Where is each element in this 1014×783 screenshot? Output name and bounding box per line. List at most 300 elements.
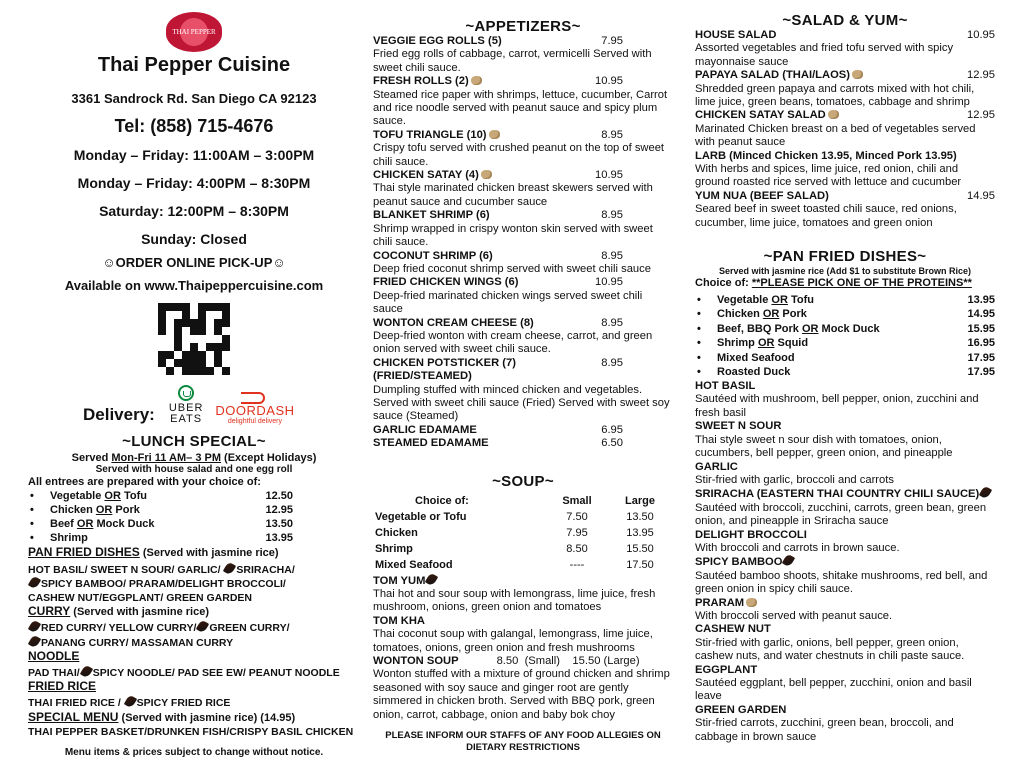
qr-module (166, 351, 174, 359)
qr-module (222, 303, 230, 311)
or-text: OR (104, 490, 121, 503)
menu-item-name (373, 317, 534, 330)
protein-option (28, 503, 293, 517)
qr-module (182, 311, 190, 319)
menu-item-title: COCONUT SHRIMP (6) (373, 249, 493, 262)
menu-item-name (373, 35, 502, 48)
qr-module (206, 359, 214, 367)
qr-module (174, 303, 182, 311)
qr-module (198, 303, 206, 311)
dish-name: GARLIC (695, 460, 738, 473)
menu-item (373, 169, 673, 209)
pan-fried-options: HOT BASIL/ SWEET N SOUR/ GARLIC/ (28, 563, 224, 576)
protein-name (717, 307, 967, 322)
chili-pepper-icon (223, 561, 236, 575)
soup-large-price: 13.95 (626, 526, 654, 539)
protein-text: Beef, BBQ Pork (717, 322, 802, 335)
qr-module (198, 327, 206, 335)
qr-module (190, 367, 198, 375)
choice-prefix: Choice of: (695, 277, 752, 290)
menu-item-title: GARLIC EDAMAME (373, 423, 477, 436)
soup-protein: Vegetable or Tofu (375, 510, 467, 523)
qr-module (182, 327, 190, 335)
menu-item (373, 357, 673, 424)
pan-fried-note: (Served with jasmine rice) (139, 547, 279, 560)
peanut-icon (828, 110, 839, 119)
chili-pepper-icon (782, 554, 795, 568)
dish-name: GREEN GARDEN (695, 703, 787, 716)
dish-description: Sautéed bamboo shoots, shitake mushrooms, red bell, and green onion in spicy chili sauce. (695, 569, 988, 596)
soup-small-price: 8.50 (566, 542, 588, 555)
soup-large-price: 17.50 (626, 558, 654, 571)
protein-text: Pork (115, 504, 140, 517)
dish-description: Stir-fried with garlic, broccoli and carrots (695, 473, 894, 486)
dish-description: Thai style sweet n sour dish with tomatoes, onion, cucumbers, bell pepper, green onion, and pineapple (695, 433, 953, 460)
lunch-note: Served with house salad and one egg roll (95, 464, 293, 475)
menu-item-description: Deep-fried marinated chicken wings served sweet chili sauce (373, 289, 643, 316)
protein-text: Shrimp (50, 532, 88, 545)
or-text: OR (762, 308, 780, 321)
pan-fried-choice-line (695, 277, 995, 290)
soup-large-header: Large (625, 494, 655, 507)
qr-module (166, 311, 174, 319)
doordash-tagline: delightful delivery (227, 418, 282, 425)
protein-name (50, 517, 265, 531)
menu-item-header (695, 69, 995, 82)
menu-item-description: Deep-fried wonton with cream cheese, carrot, and green onion served with sweet chili sauce. (373, 329, 653, 356)
protein-option (695, 322, 995, 337)
tom-yum-name: TOM YUM (373, 574, 426, 587)
chili-pepper-icon (979, 486, 992, 500)
dish-name: HOT BASIL (695, 380, 756, 393)
protein-text: Shrimp (717, 337, 758, 350)
qr-module (198, 343, 206, 351)
bag-icon (178, 385, 194, 401)
menu-item-header (373, 35, 673, 48)
menu-item (373, 129, 673, 169)
protein-text: Chicken (50, 504, 93, 517)
menu-item-title: CHICKEN SATAY (4) (373, 169, 479, 182)
peanut-icon (471, 76, 482, 85)
menu-item-price: 8.95 (601, 249, 623, 262)
menu-item-description: Assorted vegetables and fried tofu served with spicy mayonnaise sauce (695, 42, 954, 68)
qr-module (166, 359, 174, 367)
menu-item-header (373, 437, 673, 450)
qr-module (182, 335, 190, 343)
qr-module (222, 359, 230, 367)
soup-table-header (375, 494, 671, 508)
qr-module (174, 319, 182, 327)
dish-title (695, 487, 995, 501)
delivery-label: Delivery: (83, 405, 155, 424)
qr-module (206, 319, 214, 327)
dish-title (695, 529, 995, 542)
menu-item-title: WONTON CREAM CHEESE (8) (373, 316, 534, 329)
dish-description: Sautéed with broccoli, zucchini, carrots, green bean, green onion, and pineapple in Sriracha sauce (695, 501, 987, 528)
menu-item-price: 10.95 (595, 75, 623, 88)
menu-item-price: 12.95 (967, 109, 995, 122)
protein-price: 13.95 (967, 293, 995, 306)
qr-code[interactable] (158, 303, 230, 375)
curry-options: PANANG CURRY/ MASSAMAN CURRY (41, 636, 234, 649)
menu-item-title: STEAMED EDAMAME (373, 437, 489, 450)
qr-module (174, 327, 182, 335)
info-column (28, 0, 360, 759)
soup-protein: Shrimp (375, 542, 413, 555)
doordash-icon (241, 392, 269, 402)
served-days: Mon-Fri 11 AM– 3 PM (111, 452, 221, 464)
qr-module (214, 359, 222, 367)
qr-module (190, 351, 198, 359)
dish-title (695, 555, 995, 569)
menu-item-description: Seared beef in sweet toasted chili sauce, red onions, cucumber, lime juice, tomatoes and green onion (695, 203, 957, 229)
appetizer-list (373, 35, 673, 451)
logo-text: THAI PEPPER (172, 28, 216, 36)
protein-option (695, 351, 995, 366)
menu-item-header (373, 276, 673, 289)
hours-line: Monday – Friday: 11:00AM – 3:00PM (73, 147, 315, 163)
qr-module (206, 367, 214, 375)
qr-module (214, 367, 222, 375)
protein-name (50, 531, 265, 545)
pan-fried-dish (695, 704, 995, 744)
pan-fried-options: CASHEW NUT/EGGPLANT/ GREEN GARDEN (28, 591, 253, 604)
dish-name: CASHEW NUT (695, 623, 771, 636)
pan-fried-dish (695, 420, 995, 460)
qr-module (190, 303, 198, 311)
dish-title (695, 704, 995, 717)
menu-item (373, 250, 673, 277)
qr-module (222, 343, 230, 351)
qr-module (190, 343, 198, 351)
protein-price: 16.95 (967, 337, 995, 350)
chili-pepper-icon (28, 620, 41, 634)
qr-module (214, 311, 222, 319)
lunch-special-title: ~LUNCH SPECIAL~ (122, 433, 266, 450)
menu-item-price: 8.95 (601, 316, 623, 329)
qr-module (206, 335, 214, 343)
phone-number: Tel: (858) 715-4676 (114, 116, 274, 136)
soup-choice-label: Choice of: (415, 494, 469, 507)
menu-item-price: 7.95 (601, 35, 623, 47)
menu-item-title: PAPAYA SALAD (THAI/LAOS) (695, 69, 850, 82)
qr-module (182, 367, 190, 375)
dish-name: EGGPLANT (695, 663, 758, 676)
salad-pan-fried-column (695, 0, 995, 744)
qr-module (206, 351, 214, 359)
menu-item-header (695, 150, 995, 163)
protein-text: Chicken (717, 308, 763, 321)
qr-module (222, 319, 230, 327)
pan-fried-dish (695, 529, 995, 556)
soup-small-price: ---- (569, 558, 585, 571)
qr-module (174, 359, 182, 367)
menu-item-name (373, 276, 518, 289)
soup-small-header: Small (562, 494, 592, 507)
hours-line: Saturday: 12:00PM – 8:30PM (99, 203, 289, 219)
hours-line: Sunday: Closed (141, 231, 247, 247)
chili-pepper-icon (28, 576, 41, 590)
appetizers-title: ~APPETIZERS~ (465, 18, 581, 35)
qr-module (158, 367, 166, 375)
protein-option (695, 365, 995, 380)
menu-item-price: 10.95 (595, 169, 623, 182)
menu-item-description: Steamed rice paper with shrimps, lettuce, cucumber, Carrot and rice noodle served with peanut sauce and spicy plum sauce. (373, 88, 668, 128)
menu-item (695, 69, 995, 109)
dish-name: SRIRACHA (EASTERN THAI COUNTRY CHILI SAUCE) (695, 488, 980, 501)
protein-name (50, 489, 265, 503)
soup-row (375, 558, 671, 572)
menu-item (373, 424, 673, 437)
protein-option (695, 307, 995, 322)
allergy-notice: PLEASE INFORM OUR STAFFS OF ANY FOOD ALLEGIES ON DIETARY RESTRICTIONS (385, 730, 661, 754)
menu-item-description: Thai style marinated chicken breast skewers served with peanut sauce and cucumber sauce (373, 182, 653, 208)
lunch-pan-fried (28, 546, 360, 759)
or-text: OR (801, 322, 819, 335)
dish-description: With broccoli and carrots in brown sauce. (695, 541, 900, 554)
tom-yum-description: Thai hot and sour soup with lemongrass, lime juice, fresh mushroom, onions, green onion and tomatoes (373, 588, 656, 614)
uber-eats-logo[interactable] (169, 385, 204, 425)
menu-item-name (373, 129, 500, 142)
protein-name (717, 336, 967, 351)
dish-name: SWEET N SOUR (695, 420, 782, 433)
qr-module (190, 327, 198, 335)
protein-option (695, 293, 995, 308)
protein-option (28, 531, 293, 545)
menu-item-price: 6.95 (601, 423, 623, 436)
qr-module (198, 311, 206, 319)
menu-item-name (373, 424, 477, 437)
menu-item-title: YUM NUA (BEEF SALAD) (695, 189, 829, 202)
lunch-special-section (28, 433, 360, 759)
noodle-options: SPICY NOODLE/ PAD SEE EW/ PEANUT NOODLE (92, 666, 340, 679)
protein-text: Tofu (787, 293, 814, 306)
menu-item-price: 10.95 (595, 276, 623, 289)
choice-note: **PLEASE PICK ONE OF THE PROTEINS** (751, 277, 972, 290)
menu-item-price: 8.95 (601, 209, 623, 222)
doordash-logo[interactable] (215, 392, 294, 425)
qr-module (222, 311, 230, 319)
menu-item-header (695, 109, 995, 122)
protein-text: Beef (50, 518, 74, 531)
qr-module (222, 351, 230, 359)
or-text: OR (95, 504, 113, 517)
qr-module (214, 319, 222, 327)
menu-item-title: FRIED CHICKEN WINGS (6) (373, 276, 519, 289)
dish-title (695, 597, 995, 610)
chili-pepper-icon (196, 620, 209, 634)
protein-price: 12.95 (265, 504, 293, 517)
qr-module (214, 303, 222, 311)
menu-item-header (373, 357, 673, 384)
curry-options: RED CURRY/ YELLOW CURRY/ (41, 622, 197, 635)
pan-fried-options: SPICY BAMBOO/ PRARAM/DELIGHT BROCCOLI/ (41, 578, 286, 591)
menu-item (695, 150, 995, 190)
qr-module (198, 319, 206, 327)
qr-module (158, 351, 166, 359)
pan-fried-dish (695, 555, 995, 596)
order-online (28, 255, 360, 293)
menu-item-title: CHICKEN SATAY SALAD (695, 109, 826, 122)
protein-name (717, 322, 967, 337)
salad-list (695, 29, 995, 230)
chili-pepper-icon (124, 695, 137, 709)
wonton-soup-name: WONTON SOUP (373, 655, 459, 668)
qr-module (214, 335, 222, 343)
menu-item (373, 209, 673, 249)
menu-item-name (695, 29, 776, 42)
qr-module (214, 343, 222, 351)
qr-module (166, 319, 174, 327)
qr-module (206, 343, 214, 351)
qr-module (182, 319, 190, 327)
served-suffix: (Except Holidays) (221, 452, 317, 464)
uber-eats-text: UBER (168, 402, 204, 414)
protein-text: Vegetable (717, 293, 772, 306)
qr-module (174, 343, 182, 351)
protein-price: 17.95 (967, 351, 995, 364)
dish-title (695, 623, 995, 636)
restaurant-logo (166, 12, 222, 52)
pan-fried-dish (695, 664, 995, 704)
pan-fried-heading: PAN FRIED DISHES (28, 545, 140, 560)
protein-name (50, 503, 265, 517)
pan-fried-dish (695, 380, 995, 420)
menu-item-name (373, 250, 493, 263)
qr-module (166, 343, 174, 351)
soup-row (375, 526, 671, 540)
restaurant-name: Thai Pepper Cuisine (97, 54, 291, 76)
pan-fried-rice-note: Served with jasmine rice (Add $1 to substitute Brown Rice) (718, 266, 972, 277)
peanut-icon (481, 170, 492, 179)
curry-heading: CURRY (28, 604, 71, 619)
menu-item-name (373, 437, 489, 450)
pan-fried-protein-list (695, 293, 995, 381)
menu-item-name (373, 357, 593, 384)
price-disclaimer: Menu items & prices subject to change without notice. (64, 746, 324, 758)
dish-description: With broccoli served with peanut sauce. (695, 609, 893, 622)
qr-module (206, 311, 214, 319)
opening-hours (28, 147, 360, 247)
chili-pepper-icon (80, 664, 93, 678)
appetizers-soup-column (373, 0, 673, 754)
protein-text: Mixed Seafood (717, 351, 795, 364)
tom-kha-title: TOM KHA (373, 614, 425, 627)
protein-option (28, 517, 293, 531)
website-link[interactable]: Available on www.Thaipeppercuisine.com (64, 278, 324, 293)
special-menu-heading: SPECIAL MENU (28, 709, 119, 724)
qr-module (158, 335, 166, 343)
menu-item-description: Dumpling stuffed with minced chicken and vegetables. Served with sweet chili sauce (Fried) Served with sweet soy sauce (Steamed) (373, 383, 670, 423)
protein-name (717, 293, 967, 308)
qr-module (166, 303, 174, 311)
qr-module (158, 319, 166, 327)
dish-title (695, 461, 995, 474)
qr-module (158, 359, 166, 367)
fried-rice-options: THAI FRIED RICE / (28, 697, 124, 710)
soup-row (375, 510, 671, 524)
pan-fried-dish (695, 487, 995, 528)
qr-module (182, 343, 190, 351)
dish-title (695, 380, 995, 393)
menu-item-header (373, 169, 673, 182)
dish-description: Sautéed eggplant, bell pepper, zucchini, onion and basil leave (695, 677, 972, 703)
menu-item-description: Crispy tofu served with crushed peanut on the top of sweet chili sauce. (373, 142, 665, 168)
protein-text: Squid (774, 337, 809, 350)
menu-item-name (695, 109, 839, 122)
qr-module (182, 359, 190, 367)
protein-text: Pork (779, 308, 807, 321)
qr-module (166, 327, 174, 335)
menu-item-price: 8.95 (601, 128, 623, 141)
wonton-soup-description: Wonton stuffed with a mixture of ground chicken and shrimp seasoned with soy sauce and ginger root are gently simmered in chicken broth. Served with BBQ pork, green onion, carrot, cabbage, onion and baby bok choy (373, 668, 670, 721)
protein-name (717, 351, 967, 366)
menu-item-price: 10.95 (967, 29, 995, 41)
menu-item-description: Marinated Chicken breast on a bed of vegetables served with peanut sauce (695, 122, 976, 149)
protein-price: 13.50 (265, 518, 293, 531)
curry-options: GREEN CURRY/ (209, 622, 290, 635)
menu-item-description: Shrimp wrapped in crispy wonton skin served with sweet chili sauce. (373, 222, 653, 249)
menu-item-price: 8.95 (601, 356, 623, 369)
soup-large-price: 13.50 (626, 510, 654, 523)
lunch-served-line (28, 452, 360, 464)
soup-title: ~SOUP~ (492, 472, 554, 490)
menu-item-header (695, 190, 995, 203)
pan-fried-dish-list (695, 380, 995, 744)
menu-item-title: VEGGIE EGG ROLLS (5) (373, 35, 502, 47)
menu-item-header (373, 317, 673, 330)
qr-module (166, 335, 174, 343)
menu-item (373, 35, 673, 75)
qr-module (158, 311, 166, 319)
protein-price: 17.95 (967, 366, 995, 379)
protein-text: Tofu (123, 490, 147, 503)
qr-module (174, 335, 182, 343)
qr-module (198, 359, 206, 367)
menu-item-description: Shredded green papaya and carrots mixed with hot chili, lime juice, green beans, tomatoes, cabbage and shrimp (695, 82, 975, 109)
menu-item-price: 12.95 (967, 69, 995, 82)
peanut-icon (489, 130, 500, 139)
uber-eats-text: EATS (170, 413, 203, 425)
wonton-soup-header (373, 655, 673, 668)
soup-small-price: 7.95 (566, 526, 588, 539)
protein-option (695, 336, 995, 351)
pan-fried-dish (695, 597, 995, 624)
doordash-text: DOORDASH (215, 403, 295, 418)
tom-kha-description: Thai coconut soup with galangal, lemongrass, lime juice, tomatoes, onions, green onion and fresh mushrooms (373, 628, 653, 654)
address: 3361 Sandrock Rd. San Diego CA 92123 (71, 91, 317, 106)
menu-item-header (695, 29, 995, 42)
qr-module (174, 351, 182, 359)
soup-protein: Mixed Seafood (375, 558, 453, 571)
qr-module (158, 327, 166, 335)
delivery-row (28, 379, 360, 425)
or-text: OR (757, 337, 775, 350)
protein-text: Mock Duck (818, 322, 880, 335)
dish-description: Stir-fried with garlic, onions, bell pepper, green onion, cashew nuts, and water chestnuts in chili paste sauce. (695, 636, 965, 663)
menu-item-header (373, 75, 673, 88)
soup-large-price: 15.50 (626, 542, 654, 555)
menu-item-name (373, 169, 492, 182)
dish-name: DELIGHT BROCCOLI (695, 528, 807, 541)
qr-module (166, 367, 174, 375)
qr-module (190, 311, 198, 319)
protein-text: Roasted Duck (717, 366, 791, 379)
noodle-options: PAD THAI/ (28, 666, 80, 679)
dish-name: SPICY BAMBOO (695, 556, 783, 569)
protein-price: 12.50 (265, 490, 293, 503)
qr-module (206, 303, 214, 311)
